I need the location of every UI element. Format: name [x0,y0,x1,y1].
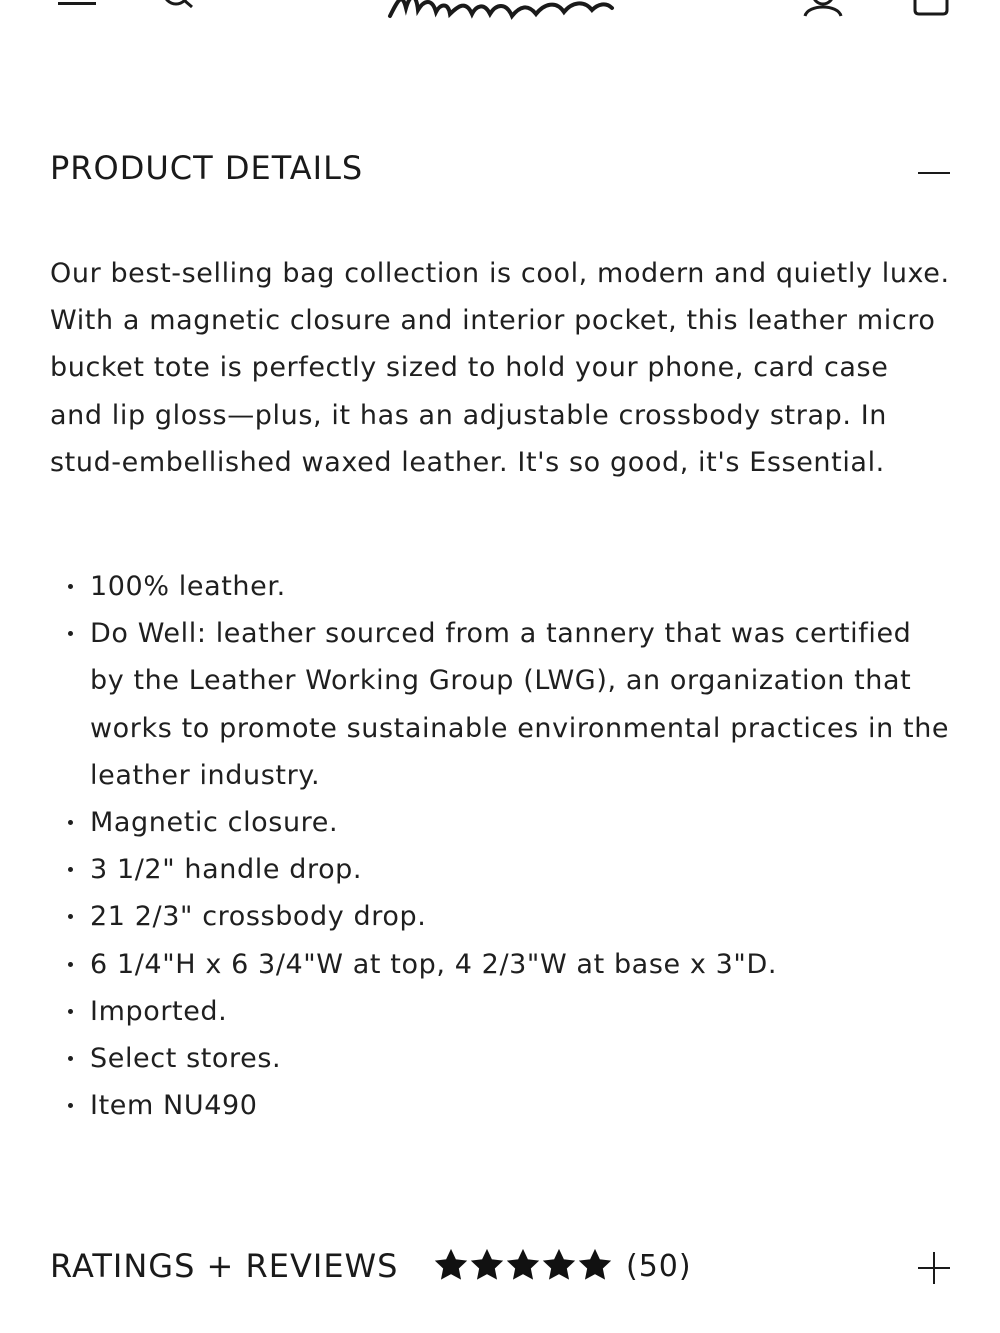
list-item [50,988,950,1035]
bullet-icon [68,867,73,872]
bullet-icon [68,914,73,919]
feature-text: Item NU490 [90,1090,258,1122]
star-icon [470,1248,504,1282]
search-icon[interactable] [158,0,198,10]
list-item [50,941,950,988]
list-item [50,799,950,846]
bullet-icon [68,820,73,825]
star-rating [434,1248,612,1282]
ratings-reviews-header[interactable] [50,1236,950,1296]
list-item [50,1035,950,1082]
bullet-icon [68,1103,73,1108]
star-icon [506,1248,540,1282]
feature-text: 6 1/4"H x 6 3/4"W at top, 4 2/3"W at base x 3"D. [90,948,778,980]
brand-logo[interactable] [380,0,620,24]
list-item [50,893,950,940]
site-header [0,0,1000,30]
product-description: Our best-selling bag collection is cool, modern and quietly luxe. With a magnetic closure and interior pocket, this leather micro bucket tote is perfectly sized to hold your phone, card case and lip gloss—plus, it has an adjustable crossbody strap. In stud-embellished waxed leather. It's so good, it's Essential. [50,258,950,478]
bullet-icon [68,1056,73,1061]
menu-icon[interactable] [58,0,96,10]
star-icon [434,1248,468,1282]
bullet-icon [68,1009,73,1014]
review-count: (50) [626,1249,692,1284]
list-item [50,563,950,610]
feature-text: 21 2/3" crossbody drop. [90,901,427,933]
bullet-icon [68,631,73,636]
feature-text: 100% leather. [90,571,286,602]
star-icon [542,1248,576,1282]
feature-text: Select stores. [90,1043,282,1075]
feature-text: Imported. [90,995,228,1027]
account-icon[interactable] [800,0,846,18]
section-title: RATINGS + REVIEWS [50,1247,399,1285]
feature-text: Magnetic closure. [90,807,339,839]
star-icon [578,1248,612,1282]
list-item [50,610,950,799]
bag-icon[interactable] [910,0,952,16]
feature-text: Do Well: leather sourced from a tannery that was certified by the Leather Working Group (LWG), an organization that works to promote sustainable environmental practices in the leather industry. [90,618,950,791]
bullet-icon [68,962,73,967]
product-details-header[interactable] [50,138,950,198]
feature-list [50,563,950,1129]
collapse-icon[interactable] [918,172,950,174]
list-item [50,1082,950,1129]
section-title: PRODUCT DETAILS [50,149,364,187]
feature-text: 3 1/2" handle drop. [90,854,363,886]
bullet-icon [68,584,73,589]
list-item [50,846,950,893]
expand-icon[interactable] [918,1252,950,1284]
